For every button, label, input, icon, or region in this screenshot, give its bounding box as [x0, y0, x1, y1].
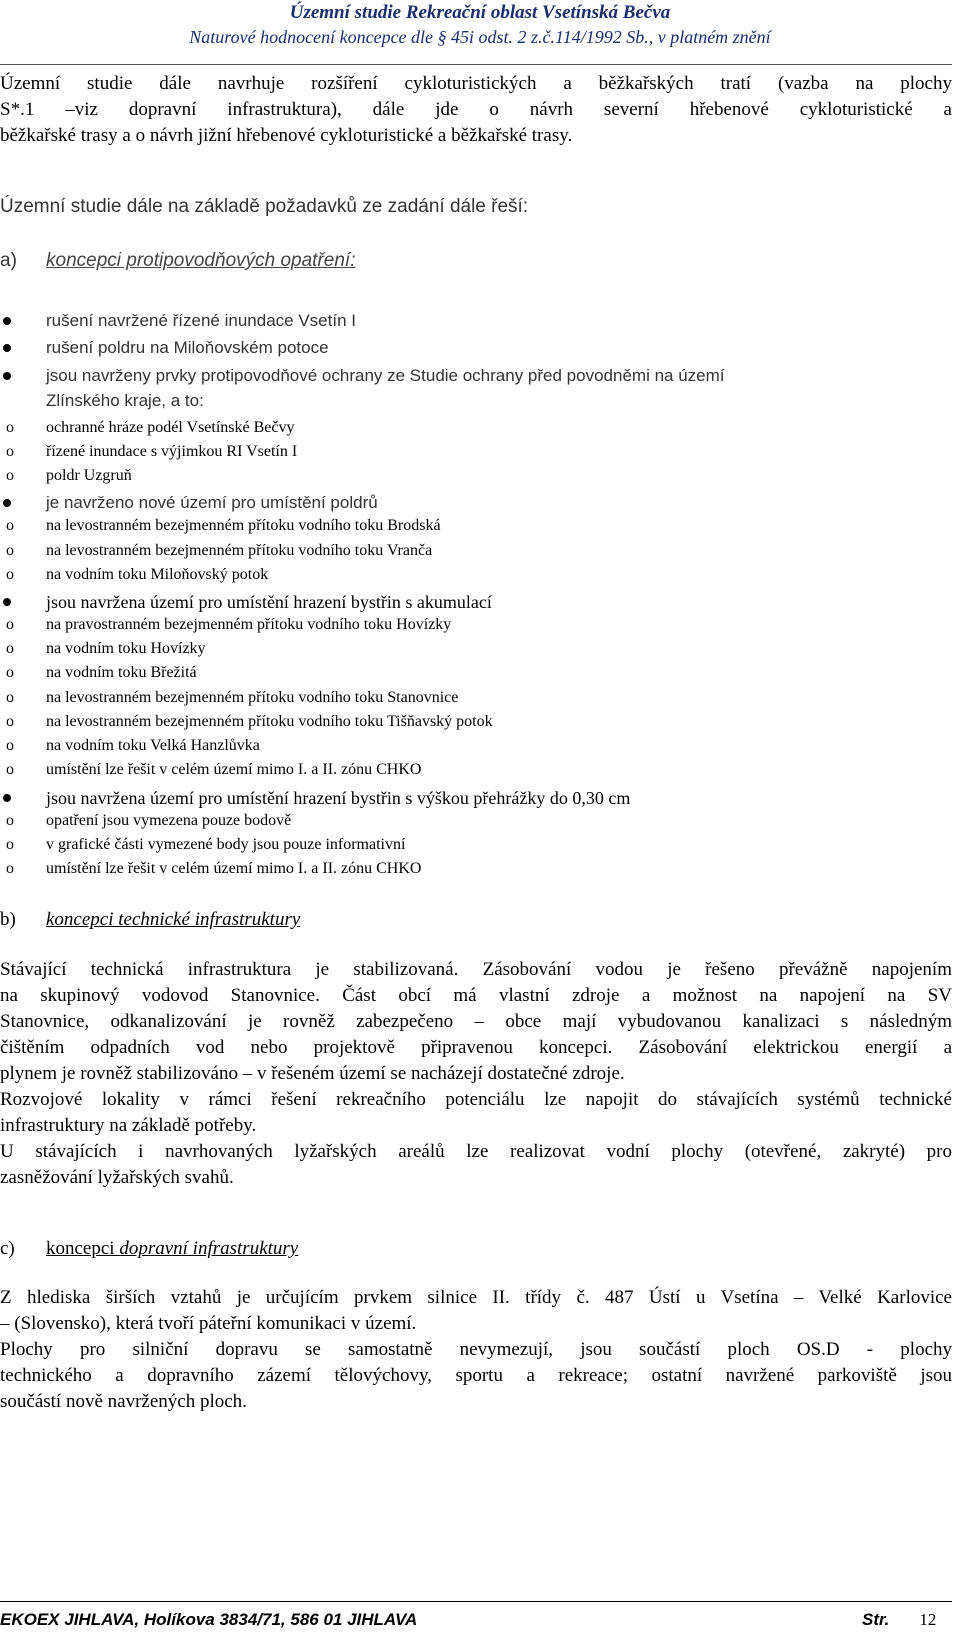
- circle-bullet-icon: o: [6, 836, 14, 853]
- circle-bullet-icon: o: [6, 419, 14, 436]
- section-b-paragraph: [0, 957, 952, 1191]
- text-line: čištěním odpadních vod nebo projektově připravenou koncepci. Zásobování elektrickou energií a: [0, 1037, 952, 1058]
- text-line: Stanovnice, odkanalizování je rovněž zabezpečeno – obce mají vybudovanou kanalizaci s následným: [0, 1011, 952, 1032]
- intro-line: Územní studie dále navrhuje rozšíření cykloturistických a běžkařských tratí (vazba na plochy: [0, 73, 952, 94]
- text-line: zasněžování lyžařských svahů.: [0, 1167, 234, 1188]
- sub-item-text: na levostranném bezejmenném přítoku vodního toku Vranča: [46, 542, 433, 559]
- circle-bullet-icon: o: [6, 713, 14, 730]
- sub-item-text: na vodním toku Břežitá: [46, 664, 197, 681]
- circle-bullet-icon: o: [6, 640, 14, 657]
- section-c-label: c): [0, 1238, 15, 1259]
- circle-bullet-icon: o: [6, 566, 14, 583]
- circle-bullet-icon: o: [6, 812, 14, 829]
- section-c-title-plain: koncepci: [46, 1238, 120, 1259]
- footer-company: EKOEX JIHLAVA, Holíkova 3834/71, 586 01 JIHLAVA: [0, 1610, 418, 1629]
- text-line: Rozvojové lokality v rámci řešení rekreačního potenciálu lze napojit do stávajících systémů technické: [0, 1089, 952, 1110]
- footer-divider: [0, 1601, 952, 1602]
- sub-item-text: umístění lze řešit v celém území mimo I. a II. zónu CHKO: [46, 860, 422, 877]
- circle-bullet-icon: o: [6, 860, 14, 877]
- text-line: Z hlediska širších vztahů je určujícím prvkem silnice II. třídy č. 487 Ústí u Vsetína – Velké Karlovice: [0, 1287, 952, 1308]
- circle-bullet-icon: o: [6, 542, 14, 559]
- section-b-label: b): [0, 909, 16, 930]
- bullet-icon: [3, 372, 11, 380]
- circle-bullet-icon: o: [6, 467, 14, 484]
- text-line: součástí nově navržených ploch.: [0, 1391, 247, 1412]
- page-label: Str.: [862, 1610, 890, 1629]
- bullet-text: rušení navržené řízené inundace Vsetín I: [46, 311, 356, 330]
- sub-item-text: ochranné hráze podél Vsetínské Bečvy: [46, 419, 295, 436]
- intro-line: S*.1 –viz dopravní infrastruktura), dále jde o návrh severní hřebenové cykloturistické a: [0, 99, 952, 120]
- section-c-title-italic: dopravní infrastruktury: [119, 1238, 299, 1259]
- circle-bullet-icon: o: [6, 616, 14, 633]
- sub-item-text: na vodním toku Velká Hanzlůvka: [46, 737, 260, 754]
- bullet-icon: [3, 344, 11, 352]
- section-c-heading: [0, 1238, 298, 1260]
- sub-item-text: na pravostranném bezejmenném přítoku vodního toku Hovízky: [46, 616, 452, 633]
- page-number: 12: [919, 1610, 937, 1629]
- header-divider: [0, 64, 952, 65]
- bullet-text: jsou navrženy prvky protipovodňové ochrany ze Studie ochrany před povodněmi na území: [46, 366, 725, 385]
- circle-bullet-icon: o: [6, 761, 14, 778]
- bullet-text: jsou navržena území pro umístění hrazení bystřin s akumulací: [46, 592, 492, 612]
- sub-item-text: na levostranném bezejmenném přítoku vodního toku Brodská: [46, 517, 441, 534]
- footer-page: [862, 1610, 936, 1630]
- text-line: Stávající technická infrastruktura je stabilizovaná. Zásobování vodou je řešeno převážně napojením: [0, 959, 952, 980]
- bullet-icon: [3, 317, 11, 325]
- sub-item-text: na vodním toku Hovízky: [46, 640, 206, 657]
- circle-bullet-icon: o: [6, 689, 14, 706]
- sub-item-text: na vodním toku Miloňovský potok: [46, 566, 269, 583]
- section-a-label: a): [0, 250, 17, 271]
- requirements-lead: Územní studie dále na základě požadavků ze zadání dále řeší:: [0, 196, 529, 217]
- sub-item-text: poldr Uzgruň: [46, 467, 132, 484]
- text-line: plynem je rovněž stabilizováno – v řešeném území se nacházejí dostatečné zdroje.: [0, 1063, 625, 1084]
- text-line: technického a dopravního zázemí tělovýchovy, sportu a rekreace; ostatní navržené parkoviště jsou: [0, 1365, 952, 1386]
- text-line: – (Slovensko), která tvoří páteřní komunikaci v území.: [0, 1313, 417, 1334]
- sub-item-text: řízené inundace s výjimkou RI Vsetín I: [46, 443, 298, 460]
- section-b-heading: [0, 909, 300, 931]
- header-subtitle: Naturové hodnocení koncepce dle § 45i odst. 2 z.č.114/1992 Sb., v platném znění: [189, 27, 771, 47]
- bullet-text: rušení poldru na Miloňovském potoce: [46, 338, 329, 357]
- intro-line: běžkařské trasy a o návrh jižní hřebenové cykloturistické a běžkařské trasy.: [0, 125, 573, 146]
- header-title: Územní studie Rekreační oblast Vsetínská Bečva: [289, 2, 671, 23]
- sub-item-text: na levostranném bezejmenném přítoku vodního toku Stanovnice: [46, 689, 459, 706]
- bullet-text: je navrženo nové území pro umístění poldrů: [46, 493, 378, 512]
- bullet-icon: [3, 598, 11, 606]
- sub-item-text: v grafické části vymezené body jsou pouze informativní: [46, 836, 406, 853]
- section-a-title: koncepci protipovodňových opatření:: [46, 250, 356, 271]
- text-line: Plochy pro silniční dopravu se samostatně nevymezují, jsou součástí ploch OS.D - plochy: [0, 1339, 952, 1360]
- bullet-text-continuation: Zlínského kraje, a to:: [46, 391, 204, 410]
- text-line: U stávajících i navrhovaných lyžařských areálů lze realizovat vodní plochy (otevřené, zakryté) pro: [0, 1141, 952, 1162]
- circle-bullet-icon: o: [6, 664, 14, 681]
- text-line: infrastruktury na základě potřeby.: [0, 1115, 257, 1136]
- circle-bullet-icon: o: [6, 443, 14, 460]
- sub-item-text: umístění lze řešit v celém území mimo I. a II. zónu CHKO: [46, 761, 422, 778]
- text-line: na skupinový vodovod Stanovnice. Část obcí má vlastní zdroje a možnost na napojení na SV: [0, 985, 952, 1006]
- circle-bullet-icon: o: [6, 517, 14, 534]
- bullet-text: jsou navržena území pro umístění hrazení bystřin s výškou přehrážky do 0,30 cm: [46, 788, 631, 808]
- sub-item-text: opatření jsou vymezena pouze bodově: [46, 812, 292, 829]
- bullet-icon: [3, 499, 11, 507]
- section-b-title: koncepci technické infrastruktury: [46, 909, 301, 930]
- sub-item-text: na levostranném bezejmenném přítoku vodního toku Tišňavský potok: [46, 713, 493, 730]
- section-a-heading: [0, 250, 355, 272]
- circle-bullet-icon: o: [6, 737, 14, 754]
- bullet-icon: [3, 794, 11, 802]
- intro-paragraph: [0, 71, 952, 149]
- section-c-paragraph: [0, 1285, 952, 1415]
